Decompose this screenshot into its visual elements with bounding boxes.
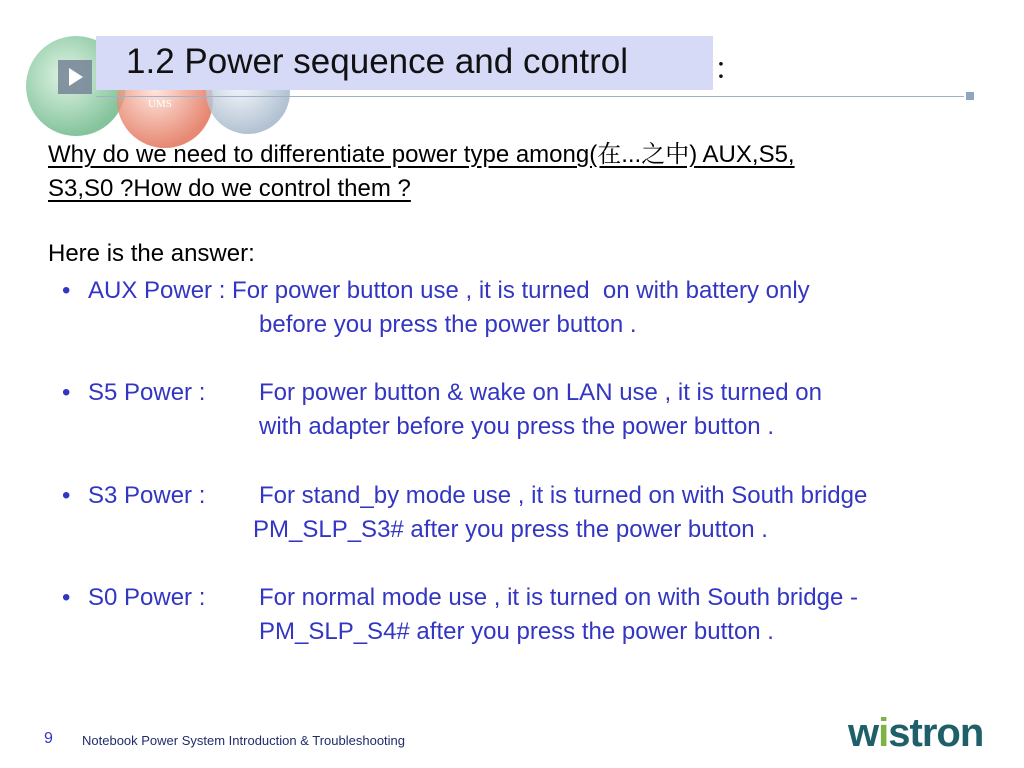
bullet-label: S3 Power : [88, 482, 233, 509]
logo-part-3: stron [888, 711, 984, 755]
bullet-text: For normal mode use , it is turned on with South bridge - [259, 584, 858, 611]
bullet-text: For power button & wake on LAN use , it is turned on [259, 379, 822, 406]
page-title: 1.2 Power sequence and control [126, 42, 628, 81]
title-divider [96, 96, 964, 97]
bullet-text: For power button use , it is turned on with battery only [232, 277, 810, 304]
bullet-continuation: PM_SLP_S3# after you press the power button . [253, 516, 768, 543]
logo-part-1: w [848, 711, 879, 755]
bullet-label: S0 Power : [88, 584, 233, 611]
globe-label: UMS [148, 98, 172, 110]
bullet-dot: • [62, 584, 71, 611]
question-block [48, 138, 958, 206]
bullet-dot: • [62, 482, 71, 509]
bullet-s5-power [62, 376, 1002, 444]
bullet-aux-power [62, 274, 1002, 342]
title-colon: ： [714, 53, 744, 86]
bullet-continuation: PM_SLP_S4# after you press the power button . [259, 618, 774, 645]
footer-title: Notebook Power System Introduction & Troubleshooting [82, 733, 406, 748]
bullet-dot: • [62, 277, 71, 304]
title-divider-square [966, 92, 974, 100]
bullet-continuation: before you press the power button . [259, 311, 637, 338]
bullet-dot: • [62, 379, 71, 406]
bullet-text: For stand_by mode use , it is turned on with South bridge [259, 482, 868, 509]
answer-intro: Here is the answer: [48, 240, 255, 267]
logo-part-2: i [878, 711, 889, 755]
bullet-continuation: with adapter before you press the power button . [259, 413, 774, 440]
bullet-s0-power [62, 581, 1002, 649]
page-number: 9 [44, 730, 53, 747]
question-line-1: Why do we need to differentiate power type among(在...之中) AUX,S5, [48, 141, 795, 168]
bullet-label: S5 Power : [88, 379, 233, 406]
bullet-label: AUX Power : [88, 277, 233, 304]
bullet-s3-power [62, 479, 1002, 547]
wistron-logo [848, 711, 983, 756]
question-line-2: S3,S0 ?How do we control them ? [48, 175, 411, 202]
